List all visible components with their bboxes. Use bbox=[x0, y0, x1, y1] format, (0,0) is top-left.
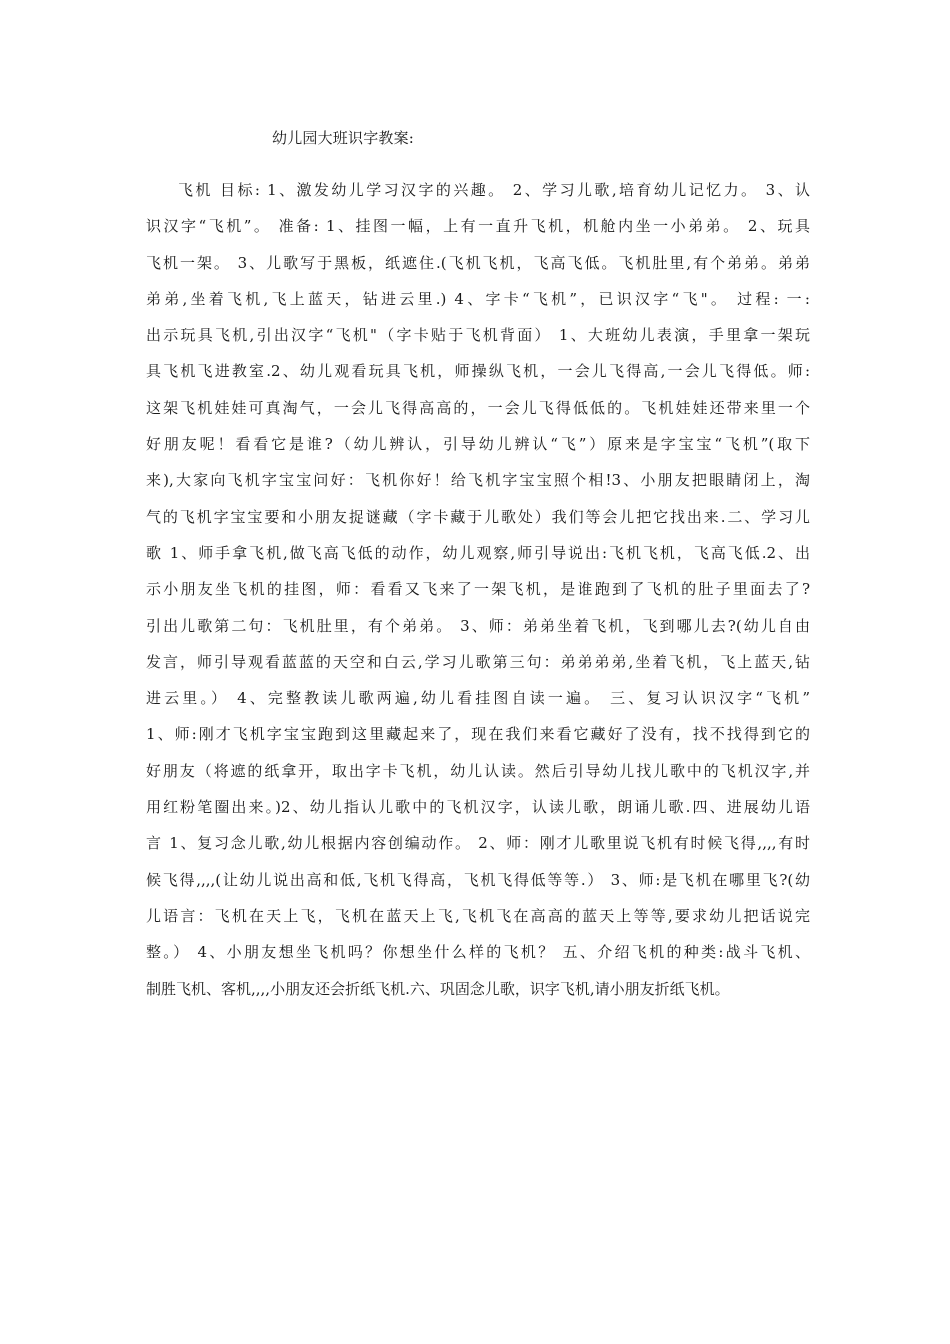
body-line: 发言，师引导观看蓝蓝的天空和白云,学习儿歌第三句：弟弟弟弟,坐着飞机，飞上蓝天,钻 bbox=[146, 652, 810, 671]
body-line: 飞机 目标: 1、激发幼儿学习汉字的兴趣。 2、学习儿歌,培育幼儿记忆力。 3、认 bbox=[178, 181, 810, 199]
body-line: 进云里。） 4、完整教读儿歌两遍,幼儿看挂图自读一遍。 三、复习认识汉字“飞机” bbox=[146, 689, 810, 708]
body-line: 具飞机飞进教室.2、幼儿观看玩具飞机，师操纵飞机，一会儿飞得高,一会儿飞得低。师: bbox=[146, 362, 810, 381]
body-line: 言 1、复习念儿歌,幼儿根据内容创编动作。 2、师：刚才儿歌里说飞机有时候飞得,,,,有时 bbox=[146, 834, 810, 853]
body-line: 示小朋友坐飞机的挂图，师：看看又飞来了一架飞机，是谁跑到了飞机的肚子里面去了? bbox=[146, 580, 810, 599]
body-line: 整。） 4、小朋友想坐飞机吗？你想坐什么样的飞机？ 五、介绍飞机的种类:战斗飞机、 bbox=[146, 943, 810, 962]
body-line: 这架飞机娃娃可真淘气，一会儿飞得高高的，一会儿飞得低低的。飞机娃娃还带来里一个 bbox=[146, 398, 810, 417]
body-line: 气的飞机字宝宝要和小朋友捉谜藏（字卡藏于儿歌处）我们等会儿把它找出来.二、学习儿 bbox=[146, 507, 810, 526]
body-line: 好朋友（将遮的纸拿开，取出字卡飞机，幼儿认读。然后引导幼儿找儿歌中的飞机汉字,并 bbox=[146, 761, 810, 780]
body-line: 出示玩具飞机,引出汉字“飞机"（字卡贴于飞机背面） 1、大班幼儿表演，手里拿一架玩 bbox=[146, 326, 810, 345]
body-line: 弟弟,坐着飞机,飞上蓝天，钻进云里.) 4、字卡“飞机”，已识汉字“飞"。 过程: 一: bbox=[146, 289, 810, 308]
document-title: 幼儿园大班识字教案: bbox=[272, 129, 415, 147]
body-line: 好朋友呢！看看它是谁?（幼儿辨认，引导幼儿辨认“飞”）原来是字宝宝“飞机”(取下 bbox=[146, 435, 810, 454]
body-line: 候飞得,,,,(让幼儿说出高和低,飞机飞得高，飞机飞得低等等.） 3、师:是飞机在哪里飞?(幼 bbox=[146, 870, 810, 889]
document-body bbox=[146, 179, 810, 1014]
body-line: 用红粉笔圈出来。)2、幼儿指认儿歌中的飞机汉字，认读儿歌，朗诵儿歌.四、进展幼儿语 bbox=[146, 798, 810, 817]
body-line: 1、师:刚才飞机字宝宝跑到这里藏起来了，现在我们来看它藏好了没有，找不找得到它的 bbox=[146, 725, 810, 744]
body-line: 歌 1、师手拿飞机,做飞高飞低的动作，幼儿观察,师引导说出:飞机飞机，飞高飞低.2、出 bbox=[146, 543, 810, 562]
body-line: 来),大家向飞机字宝宝问好：飞机你好！给飞机字宝宝照个相!3、小朋友把眼睛闭上，淘 bbox=[146, 471, 810, 490]
body-line: 识汉字“飞机”。 准备: 1、挂图一幅，上有一直升飞机，机舱内坐一小弟弟。 2、玩具 bbox=[146, 217, 810, 236]
body-line: 儿语言：飞机在天上飞，飞机在蓝天上飞,飞机飞在高高的蓝天上等等,要求幼儿把话说完 bbox=[146, 906, 810, 925]
body-line: 飞机一架。 3、儿歌写于黑板，纸遮住.(飞机飞机，飞高飞低。飞机肚里,有个弟弟。弟弟 bbox=[146, 253, 810, 272]
body-line: 引出儿歌第二句：飞机肚里，有个弟弟。 3、师：弟弟坐着飞机，飞到哪儿去?(幼儿自由 bbox=[146, 616, 810, 635]
body-line: 制胜飞机、客机,,,,小朋友还会折纸飞机.六、巩固念儿歌，识字飞机,请小朋友折纸飞机。 bbox=[146, 979, 730, 998]
